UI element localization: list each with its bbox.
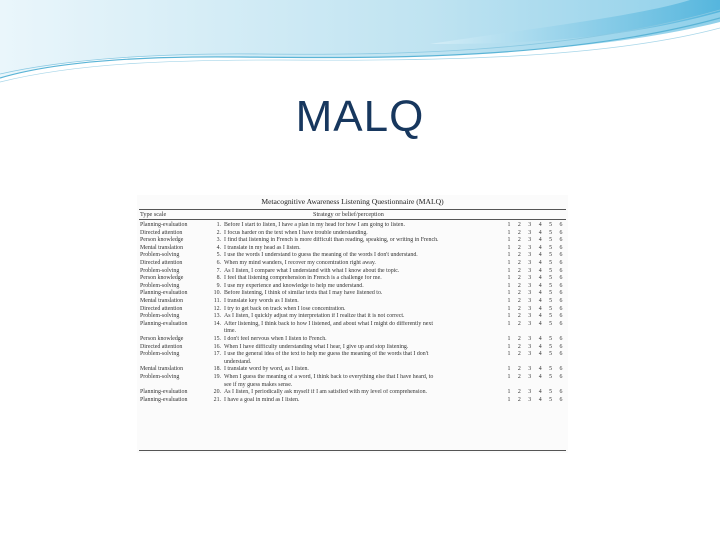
rating-value: 3 bbox=[528, 229, 532, 236]
row-number: 15. bbox=[213, 336, 221, 342]
rating-value: 6 bbox=[559, 366, 563, 373]
table-row bbox=[137, 245, 568, 253]
rating-value: 1 bbox=[507, 237, 511, 244]
rating-value: 6 bbox=[559, 313, 563, 320]
row-rating-scale bbox=[504, 230, 566, 238]
rating-value: 6 bbox=[559, 320, 563, 327]
rating-value: 4 bbox=[538, 351, 542, 358]
rating-value: 6 bbox=[559, 305, 563, 312]
rating-value: 1 bbox=[507, 320, 511, 327]
rating-value: 6 bbox=[559, 351, 563, 358]
row-type-scale: Person knowledge bbox=[140, 237, 184, 244]
row-rating-scale bbox=[504, 275, 566, 283]
row-number: 11. bbox=[213, 298, 221, 304]
rating-value: 4 bbox=[538, 237, 542, 244]
rating-value: 5 bbox=[549, 290, 553, 297]
table-header-rule bbox=[139, 219, 566, 220]
rating-value: 4 bbox=[538, 229, 542, 236]
row-type-scale: Person knowledge bbox=[140, 336, 184, 342]
row-type-scale: Problem-solving bbox=[140, 267, 180, 274]
rating-value: 5 bbox=[549, 244, 553, 251]
table-row bbox=[137, 222, 568, 230]
rating-value: 5 bbox=[549, 313, 553, 320]
rating-value: 4 bbox=[538, 244, 542, 251]
rating-value: 4 bbox=[538, 290, 542, 297]
rating-value: 2 bbox=[517, 396, 521, 403]
row-type-scale: Mental translation bbox=[140, 244, 184, 251]
rating-value: 2 bbox=[517, 389, 521, 396]
rating-value: 2 bbox=[517, 290, 521, 297]
rating-value: 3 bbox=[528, 260, 532, 266]
rating-value: 5 bbox=[549, 351, 553, 358]
rating-value: 3 bbox=[528, 313, 532, 320]
rating-value: 3 bbox=[528, 275, 532, 282]
row-statement: I translate key words as I listen. bbox=[224, 298, 299, 304]
rating-value: 4 bbox=[538, 267, 542, 274]
rating-value: 5 bbox=[549, 389, 553, 396]
rating-value: 6 bbox=[559, 374, 563, 380]
table-top-rule bbox=[139, 209, 566, 210]
rating-value: 1 bbox=[507, 396, 511, 403]
row-type-scale: Problem-solving bbox=[140, 282, 180, 289]
rating-value: 2 bbox=[517, 252, 521, 259]
rating-value: 6 bbox=[559, 343, 563, 350]
row-rating-scale bbox=[504, 321, 566, 329]
rating-value: 1 bbox=[507, 374, 511, 380]
row-number: 7. bbox=[216, 267, 221, 274]
row-rating-scale bbox=[504, 336, 566, 344]
row-number: 2. bbox=[216, 229, 221, 236]
rating-value: 5 bbox=[549, 275, 553, 282]
row-rating-scale bbox=[504, 313, 566, 321]
rating-value: 3 bbox=[528, 320, 532, 327]
slide-title: MALQ bbox=[295, 92, 425, 141]
row-type-scale: Problem-solving bbox=[140, 351, 180, 358]
rating-value: 6 bbox=[559, 252, 563, 259]
rating-value: 6 bbox=[559, 237, 563, 244]
row-statement: I don't feel nervous when I listen to French. bbox=[224, 336, 327, 342]
rating-value: 3 bbox=[528, 389, 532, 396]
table-row bbox=[137, 268, 568, 276]
rating-value: 1 bbox=[507, 336, 511, 342]
row-number: 5. bbox=[216, 252, 221, 259]
table-row bbox=[137, 283, 568, 291]
rating-value: 4 bbox=[538, 260, 542, 266]
table-row bbox=[137, 275, 568, 283]
row-statement: Before I start to listen, I have a plan in my head for how I am going to listen. bbox=[224, 222, 405, 228]
rating-value: 1 bbox=[507, 229, 511, 236]
row-type-scale: Person knowledge bbox=[140, 275, 184, 282]
row-statement: I translate word by word, as I listen. bbox=[224, 366, 309, 373]
rating-value: 1 bbox=[507, 351, 511, 358]
row-statement-continuation: understand. bbox=[224, 358, 252, 365]
row-type-scale: Problem-solving bbox=[140, 374, 180, 380]
table-row bbox=[137, 351, 568, 359]
row-type-scale: Directed attention bbox=[140, 343, 183, 350]
table-row bbox=[137, 260, 568, 268]
rating-value: 6 bbox=[559, 222, 563, 228]
rating-value: 2 bbox=[517, 351, 521, 358]
rating-value: 2 bbox=[517, 267, 521, 274]
rating-value: 2 bbox=[517, 320, 521, 327]
row-rating-scale bbox=[504, 366, 566, 374]
rating-value: 4 bbox=[538, 396, 542, 403]
row-number: 6. bbox=[216, 260, 221, 266]
row-number: 20. bbox=[213, 389, 221, 396]
table-row bbox=[137, 313, 568, 321]
rating-value: 1 bbox=[507, 252, 511, 259]
row-type-scale: Directed attention bbox=[140, 260, 183, 266]
rating-value: 1 bbox=[507, 366, 511, 373]
row-rating-scale bbox=[504, 260, 566, 268]
rating-value: 2 bbox=[517, 298, 521, 304]
row-type-scale: Planning-evaluation bbox=[140, 320, 188, 327]
row-statement: I use the general idea of the text to help me guess the meaning of the words that I don't bbox=[224, 351, 429, 358]
row-statement: As I listen, I periodically ask myself if I am satisfied with my level of comprehension. bbox=[224, 389, 428, 396]
rating-value: 1 bbox=[507, 282, 511, 289]
row-number: 17. bbox=[213, 351, 221, 358]
row-rating-scale bbox=[504, 306, 566, 314]
rating-value: 3 bbox=[528, 282, 532, 289]
rating-value: 1 bbox=[507, 389, 511, 396]
table-row bbox=[137, 336, 568, 344]
rating-value: 5 bbox=[549, 396, 553, 403]
rating-value: 1 bbox=[507, 343, 511, 350]
rating-value: 2 bbox=[517, 275, 521, 282]
rating-value: 4 bbox=[538, 298, 542, 304]
row-rating-scale bbox=[504, 389, 566, 397]
row-statement-continuation: see if my guess makes sense. bbox=[224, 381, 293, 388]
rating-value: 5 bbox=[549, 320, 553, 327]
rating-value: 5 bbox=[549, 237, 553, 244]
header-type-scale: Type scale bbox=[140, 211, 167, 218]
rating-value: 3 bbox=[528, 396, 532, 403]
row-type-scale: Problem-solving bbox=[140, 313, 180, 320]
malq-questionnaire-table bbox=[137, 195, 568, 453]
row-number: 21. bbox=[213, 396, 221, 403]
rating-value: 6 bbox=[559, 282, 563, 289]
rating-value: 4 bbox=[538, 389, 542, 396]
rating-value: 5 bbox=[549, 282, 553, 289]
row-type-scale: Directed attention bbox=[140, 305, 183, 312]
table-row bbox=[137, 306, 568, 314]
rating-value: 4 bbox=[538, 313, 542, 320]
rating-value: 4 bbox=[538, 275, 542, 282]
rating-value: 2 bbox=[517, 229, 521, 236]
row-number: 3. bbox=[216, 237, 221, 244]
rating-value: 1 bbox=[507, 290, 511, 297]
table-row bbox=[137, 366, 568, 374]
row-type-scale: Planning-evaluation bbox=[140, 389, 188, 396]
rating-value: 6 bbox=[559, 244, 563, 251]
row-rating-scale bbox=[504, 268, 566, 276]
rating-value: 2 bbox=[517, 237, 521, 244]
rating-value: 3 bbox=[528, 267, 532, 274]
rating-value: 5 bbox=[549, 298, 553, 304]
rating-value: 3 bbox=[528, 252, 532, 259]
rating-value: 5 bbox=[549, 374, 553, 380]
row-statement-continuation: time. bbox=[224, 328, 236, 335]
rating-value: 4 bbox=[538, 282, 542, 289]
row-statement: When I have difficulty understanding what I hear, I give up and stop listening. bbox=[224, 343, 409, 350]
rating-value: 6 bbox=[559, 290, 563, 297]
rating-value: 2 bbox=[517, 343, 521, 350]
rating-value: 4 bbox=[538, 343, 542, 350]
rating-value: 2 bbox=[517, 222, 521, 228]
rating-value: 2 bbox=[517, 366, 521, 373]
row-number: 13. bbox=[213, 313, 221, 320]
rating-value: 6 bbox=[559, 298, 563, 304]
rating-value: 4 bbox=[538, 366, 542, 373]
rating-value: 1 bbox=[507, 267, 511, 274]
row-number: 18. bbox=[213, 366, 221, 373]
rating-value: 5 bbox=[549, 260, 553, 266]
rating-value: 1 bbox=[507, 305, 511, 312]
row-statement: I have a goal in mind as I listen. bbox=[224, 396, 300, 403]
rating-value: 5 bbox=[549, 252, 553, 259]
row-statement: When I guess the meaning of a word, I think back to everything else that I have heard, to bbox=[224, 374, 434, 380]
row-rating-scale bbox=[504, 397, 566, 405]
rating-value: 2 bbox=[517, 282, 521, 289]
rating-value: 5 bbox=[549, 222, 553, 228]
rating-value: 1 bbox=[507, 313, 511, 320]
row-type-scale: Problem-solving bbox=[140, 252, 180, 259]
row-rating-scale bbox=[504, 290, 566, 298]
row-statement: I find that listening in French is more difficult than reading, speaking, or writing in French. bbox=[224, 237, 439, 244]
row-number: 1. bbox=[216, 222, 221, 228]
row-statement: I use my experience and knowledge to help me understand. bbox=[224, 282, 364, 289]
rating-value: 1 bbox=[507, 298, 511, 304]
row-type-scale: Mental translation bbox=[140, 298, 184, 304]
row-number: 16. bbox=[213, 343, 221, 350]
table-row bbox=[137, 237, 568, 245]
rating-value: 5 bbox=[549, 336, 553, 342]
row-statement: When my mind wanders, I recover my concentration right away. bbox=[224, 260, 376, 266]
row-rating-scale bbox=[504, 283, 566, 291]
rating-value: 6 bbox=[559, 396, 563, 403]
rating-value: 3 bbox=[528, 290, 532, 297]
rating-value: 3 bbox=[528, 343, 532, 350]
rating-value: 1 bbox=[507, 222, 511, 228]
row-number: 12. bbox=[213, 305, 221, 312]
row-rating-scale bbox=[504, 252, 566, 260]
row-statement: I use the words I understand to guess the meaning of the words I don't understand. bbox=[224, 252, 418, 259]
rating-value: 5 bbox=[549, 305, 553, 312]
rating-value: 1 bbox=[507, 275, 511, 282]
rating-value: 2 bbox=[517, 244, 521, 251]
rating-value: 5 bbox=[549, 343, 553, 350]
row-rating-scale bbox=[504, 298, 566, 306]
row-type-scale: Mental translation bbox=[140, 366, 184, 373]
row-number: 8. bbox=[216, 275, 221, 282]
rating-value: 3 bbox=[528, 374, 532, 380]
row-statement: I focus harder on the text when I have trouble understanding. bbox=[224, 229, 368, 236]
row-number: 4. bbox=[216, 244, 221, 251]
row-type-scale: Planning-evaluation bbox=[140, 396, 188, 403]
rating-value: 4 bbox=[538, 252, 542, 259]
rating-value: 4 bbox=[538, 336, 542, 342]
row-rating-scale bbox=[504, 222, 566, 230]
rating-value: 3 bbox=[528, 298, 532, 304]
rating-value: 3 bbox=[528, 336, 532, 342]
table-row bbox=[137, 321, 568, 329]
row-rating-scale bbox=[504, 245, 566, 253]
rating-value: 4 bbox=[538, 320, 542, 327]
rating-value: 1 bbox=[507, 244, 511, 251]
rating-value: 3 bbox=[528, 305, 532, 312]
rating-value: 4 bbox=[538, 374, 542, 380]
header-strategy: Strategy or belief/perception bbox=[313, 211, 384, 218]
table-row bbox=[137, 374, 568, 382]
row-statement: As I listen, I compare what I understand with what I know about the topic. bbox=[224, 267, 400, 274]
rating-value: 6 bbox=[559, 389, 563, 396]
rating-value: 4 bbox=[538, 305, 542, 312]
row-number: 9. bbox=[216, 282, 221, 289]
rating-value: 3 bbox=[528, 351, 532, 358]
row-number: 14. bbox=[213, 320, 221, 327]
row-rating-scale bbox=[504, 351, 566, 359]
rating-value: 2 bbox=[517, 313, 521, 320]
rating-value: 5 bbox=[549, 229, 553, 236]
rating-value: 2 bbox=[517, 305, 521, 312]
rating-value: 3 bbox=[528, 222, 532, 228]
rating-value: 5 bbox=[549, 267, 553, 274]
row-rating-scale bbox=[504, 374, 566, 382]
rating-value: 6 bbox=[559, 229, 563, 236]
row-type-scale: Planning-evaluation bbox=[140, 222, 188, 228]
rating-value: 5 bbox=[549, 366, 553, 373]
table-title: Metacognitive Awareness Listening Questionnaire (MALQ) bbox=[261, 197, 444, 206]
rating-value: 3 bbox=[528, 237, 532, 244]
rating-value: 2 bbox=[517, 260, 521, 266]
rating-value: 3 bbox=[528, 366, 532, 373]
rating-value: 2 bbox=[517, 374, 521, 380]
rating-value: 1 bbox=[507, 260, 511, 266]
row-statement: I translate in my head as I listen. bbox=[224, 244, 301, 251]
row-rating-scale bbox=[504, 344, 566, 352]
row-type-scale: Planning-evaluation bbox=[140, 290, 188, 297]
row-statement: After listening, I think back to how I listened, and about what I might do differently next bbox=[224, 320, 433, 327]
row-type-scale: Directed attention bbox=[140, 229, 183, 236]
row-statement: I feel that listening comprehension in French is a challenge for me. bbox=[224, 275, 382, 282]
table-row bbox=[137, 252, 568, 260]
table-row bbox=[137, 290, 568, 298]
table-bottom-rule bbox=[139, 450, 566, 451]
rating-value: 6 bbox=[559, 260, 563, 266]
rating-value: 6 bbox=[559, 267, 563, 274]
rating-value: 6 bbox=[559, 275, 563, 282]
rating-value: 4 bbox=[538, 222, 542, 228]
row-number: 19. bbox=[213, 374, 221, 380]
rating-value: 6 bbox=[559, 336, 563, 342]
table-row bbox=[137, 397, 568, 405]
rating-value: 3 bbox=[528, 244, 532, 251]
row-rating-scale bbox=[504, 237, 566, 245]
row-statement: As I listen, I quickly adjust my interpretation if I realize that it is not correct. bbox=[224, 313, 405, 320]
row-statement: I try to get back on track when I lose concentration. bbox=[224, 305, 346, 312]
row-number: 10. bbox=[213, 290, 221, 297]
table-row bbox=[137, 230, 568, 238]
rating-value: 2 bbox=[517, 336, 521, 342]
table-row bbox=[137, 298, 568, 306]
table-row bbox=[137, 344, 568, 352]
row-statement: Before listening, I think of similar texts that I may have listened to. bbox=[224, 290, 383, 297]
table-row bbox=[137, 389, 568, 397]
